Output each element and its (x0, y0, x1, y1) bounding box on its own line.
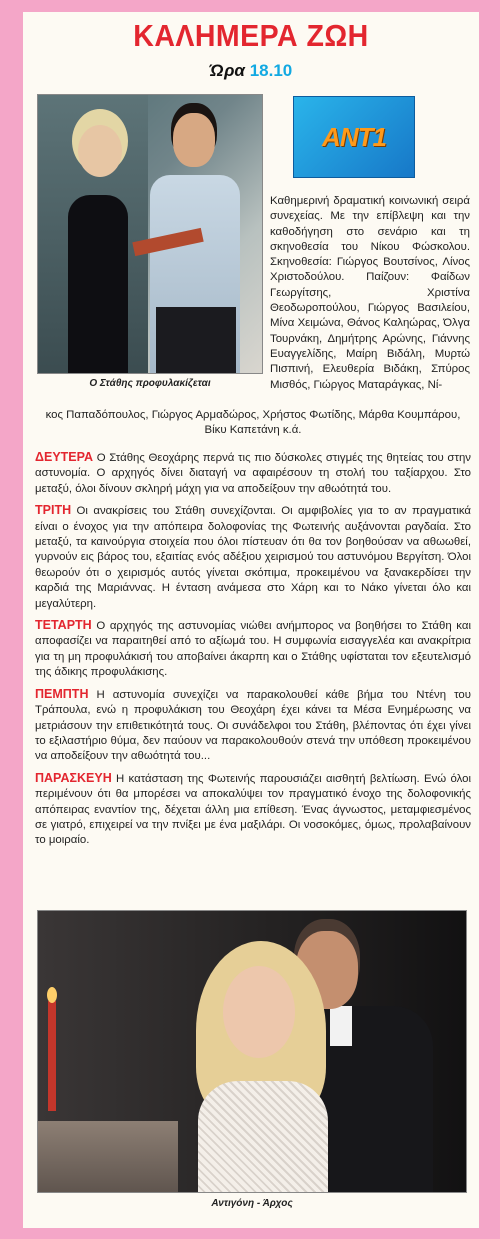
day-text: Ο αρχηγός της αστυνομίας νιώθει ανήμπορος να βοηθήσει το Στάθη και αποφασίζει να παραιτηθεί από το αξίωμά του. Η συμφωνία εισαγγελέα και ανακρίτρια για τη μη προφυλάκισή του αποβαίνει άκαρπη και ο Στάθης υφίσταται τον εξευτελισμό της άδικης προφυλάκισης. (35, 620, 471, 679)
episode-wednesday (35, 618, 471, 681)
day-name: ΠΕΜΠΤΗ (35, 686, 89, 701)
episode-thursday (35, 687, 471, 765)
episode-tuesday (35, 503, 471, 612)
top-photo-caption: Ο Στάθης προφυλακίζεται (89, 378, 211, 389)
episode-friday (35, 771, 471, 849)
description-right: Καθημερινή δραματική κοινωνική σειρά συνεχείας. Με την επίβλεψη και την καθοδήγηση στο σενάριο και τη σκηνοθεσία του Νίκου Φώσκολου. Σκηνοθεσία: Γιώργος Βουτσίνος, Λίνος Χριστοδούλου. Παίζουν: Φαίδων Γεωργίτσης, Χριστίνα Θεοδωροπούλου, Γιώργος Βασιλείου, Μίνα Χειμώνα, Θάνος Καληώρας, Όλγα Τουρνάκη, Δημήτρης Αρώνης, Γιάννης Ευαγγελίδης, Μαίρη Βιδάλη, Μυρτώ Πισπινή, Ελευθερία Βιδάκη, Σπύρος Μισθός, Γιώργος Ματαράγκας, Νί- (270, 195, 470, 391)
day-name: ΤΕΤΑΡΤΗ (35, 618, 92, 633)
time-label: Ώρα (209, 61, 245, 80)
day-text: Η κατάσταση της Φωτεινής παρουσιάζει αισθητή βελτίωση. Ενώ όλοι περιμένουν ότι θα μπορέσει να αποκαλύψει τον πραγματικό ένοχο της δολοφονικής απόπειρας εναντίον της, δέχεται άλλη μια επίθεση. Ένας άγνωστος, μεταμφιεσμένος σε γιατρό, επιχειρεί να την πνίξει με ένα μαξιλάρι. Οι νοσοκόμες, όμως, προλαβαίνουν το μοιραίο. (35, 772, 471, 847)
day-text: Ο Στάθης Θεοχάρης περνά τις πιο δύσκολες στιγμές της θητείας του στην αστυνομία. Ο αρχηγός δίνει διαταγή να αφαιρέσουν τη στολή του ταξίαρχου. Στο μεταξύ, όλοι δίνουν σκληρή μάχη για να αποδείξουν την αθωότητά του. (35, 452, 471, 495)
top-photo (37, 94, 263, 374)
tv-listing-page (23, 12, 479, 1228)
time-value: 18.10 (249, 61, 293, 80)
day-text: Οι ανακρίσεις του Στάθη συνεχίζονται. Οι αμφιβολίες για το αν πραγματικά είναι ο ένοχος για την απόπειρα δολοφονίας της Φωτεινής αυξάνονται ραγδαία. Στο μεταξύ, τα καινούργια στοιχεία που όλοι πίστευαν ότι θα τον βοηθούσαν να αθωωθεί, γυρνούν εις βάρος του, εξαιτίας ενός αδέξιου χειρισμού του αστυνόμου Βεργίτση. Όλοι θεωρούν ότι ο χειρισμός αυτός γίνεται σκόπιμα, προκειμένου να ξανακερδίσει την καρδιά της Μαριάννας. Η ένταση ανάμεσα στο Χάρη και το Νάκο γίνεται όλο και μεγαλύτερη. (35, 505, 471, 610)
channel-logo (293, 96, 415, 178)
day-name: ΔΕΥΤΕΡΑ (35, 450, 94, 464)
episode-monday (35, 450, 471, 497)
day-name: ΤΡΙΤΗ (35, 503, 72, 518)
broadcast-time (23, 61, 479, 81)
bottom-photo-caption: Αντιγόνη - Άρχος (211, 1198, 293, 1209)
day-name: ΠΑΡΑΣΚΕΥΗ (35, 770, 112, 785)
day-text: Η αστυνομία συνεχίζει να παρακολουθεί κάθε βήμα του Ντένη του Τράπουλα, ενώ η προφυλάκιση του Θεοχάρη έχει κάνει τα Μέσα Ενημέρωσης να μετριάσουν την επιθετικότητά τους. Οι συνάδελφοι του Στάθη, βλέποντας ότι έχει γίνει το εξιλαστήριο θύμα, δεν παύουν να παρακολουθούν στενά την υπόθεση προκειμένου να αποδείξουν την αθωότητά του... (35, 688, 471, 763)
description-continued: κος Παπαδόπουλος, Γιώργος Αρμαδώρος, Χρήστος Φωτίδης, Μάρθα Κουμπάρου, Βίκυ Καπετάνη κ.ά. (45, 409, 461, 437)
bottom-photo (37, 910, 467, 1193)
show-title: ΚΑΛΗΜΕΡΑ ΖΩΗ (133, 18, 369, 53)
weekly-episodes (35, 450, 471, 855)
channel-logo-text: ANT1 (322, 121, 386, 152)
